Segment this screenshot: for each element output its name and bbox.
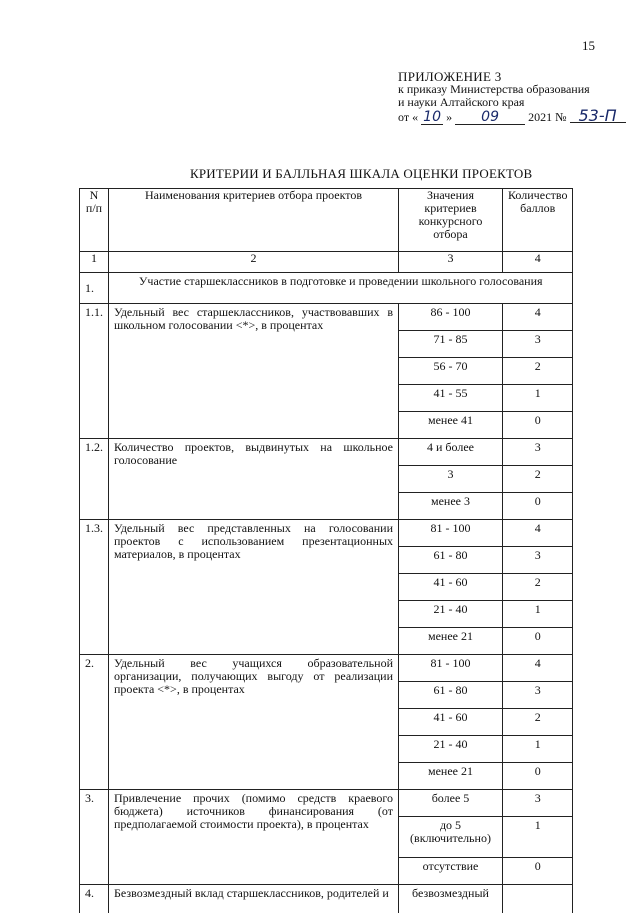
criteria-table: [79, 188, 573, 913]
criterion-number: 2.: [80, 655, 109, 790]
index-cell: 4: [503, 252, 573, 273]
criterion-value: менее 41: [399, 412, 503, 439]
header-criteria-value: Значения критериев конкурсного отбора: [399, 189, 503, 252]
order-month: 09: [455, 111, 525, 125]
criterion-value: 81 - 100: [399, 655, 503, 682]
criterion-points: 1: [503, 385, 573, 412]
criterion-value: менее 3: [399, 493, 503, 520]
criterion-value: более 5: [399, 790, 503, 817]
criterion-number: 3.: [80, 790, 109, 885]
criterion-points: 0: [503, 412, 573, 439]
criterion-points: 2: [503, 709, 573, 736]
criterion-value: до 5 (включительно): [399, 817, 503, 858]
table-row: [80, 439, 573, 466]
table-row: [80, 790, 573, 817]
criterion-points: 0: [503, 763, 573, 790]
criterion-name: Безвозмездный вклад старшеклассников, родителей и: [109, 885, 399, 913]
criterion-points: 2: [503, 574, 573, 601]
criterion-value: безвозмездный: [399, 885, 503, 913]
header-points: Количество баллов: [503, 189, 573, 252]
criterion-points: 0: [503, 858, 573, 885]
criterion-value: менее 21: [399, 763, 503, 790]
criterion-value: 86 - 100: [399, 304, 503, 331]
criterion-name: Количество проектов, выдвинутых на школьное голосование: [109, 439, 399, 520]
section-number: 1.: [80, 273, 109, 304]
criterion-points: 3: [503, 331, 573, 358]
criterion-points: 3: [503, 547, 573, 574]
table-row: [80, 520, 573, 547]
appendix-line-2: и науки Алтайского края: [398, 96, 626, 109]
criterion-value: 4 и более: [399, 439, 503, 466]
criterion-number: 1.2.: [80, 439, 109, 520]
section-row: [80, 273, 573, 304]
appendix-line-1: к приказу Министерства образования: [398, 83, 626, 96]
criterion-value: 56 - 70: [399, 358, 503, 385]
criterion-points: 2: [503, 358, 573, 385]
criterion-points: 0: [503, 493, 573, 520]
appendix-title: ПРИЛОЖЕНИЕ 3: [398, 70, 626, 83]
index-cell: 2: [109, 252, 399, 273]
criterion-number: 1.1.: [80, 304, 109, 439]
date-close-quote: »: [446, 111, 452, 124]
criterion-points: 4: [503, 304, 573, 331]
index-cell: 3: [399, 252, 503, 273]
criterion-name: Привлечение прочих (помимо средств краевого бюджета) источников финансирования (от предполагаемой стоимости проекта), в процентах: [109, 790, 399, 885]
criterion-name: Удельный вес учащихся образовательной организации, получающих выгоду от реализации проекта <*>, в процентах: [109, 655, 399, 790]
criterion-name: Удельный вес представленных на голосовании проектов с использованием презентационных материалов, в процентах: [109, 520, 399, 655]
header-number: N п/п: [80, 189, 109, 252]
criterion-value: 41 - 60: [399, 709, 503, 736]
criterion-value: 41 - 55: [399, 385, 503, 412]
section-title: Участие старшеклассников в подготовке и проведении школьного голосования: [109, 273, 573, 304]
criterion-value: 61 - 80: [399, 547, 503, 574]
criterion-value: 21 - 40: [399, 736, 503, 763]
index-cell: 1: [80, 252, 109, 273]
criterion-points: 0: [503, 628, 573, 655]
criterion-value: 81 - 100: [399, 520, 503, 547]
table-index-row: [80, 252, 573, 273]
order-date-line: [398, 109, 626, 125]
criterion-points: 1: [503, 817, 573, 858]
table-row: [80, 304, 573, 331]
table-row: [80, 655, 573, 682]
page-number: 15: [582, 38, 595, 54]
criterion-number: 1.3.: [80, 520, 109, 655]
criterion-value: 3: [399, 466, 503, 493]
date-prefix: от «: [398, 111, 418, 124]
header-criteria-name: Наименования критериев отбора проектов: [109, 189, 399, 252]
criterion-value: 21 - 40: [399, 601, 503, 628]
criterion-points: 1: [503, 736, 573, 763]
order-year: 2021 №: [528, 111, 566, 124]
criterion-points: 3: [503, 439, 573, 466]
criterion-points: 1: [503, 601, 573, 628]
criterion-number: 4.: [80, 885, 109, 913]
criterion-value: 71 - 85: [399, 331, 503, 358]
criterion-value: менее 21: [399, 628, 503, 655]
order-number: 53-П: [570, 109, 626, 123]
criterion-points: 3: [503, 790, 573, 817]
criterion-value: отсутствие: [399, 858, 503, 885]
document-title: КРИТЕРИИ И БАЛЛЬНАЯ ШКАЛА ОЦЕНКИ ПРОЕКТОВ: [190, 166, 532, 182]
criterion-name: Удельный вес старшеклассников, участвовавших в школьном голосовании <*>, в процентах: [109, 304, 399, 439]
criterion-points: 3: [503, 682, 573, 709]
criterion-value: 41 - 60: [399, 574, 503, 601]
criterion-points: 4: [503, 655, 573, 682]
criterion-points: 2: [503, 466, 573, 493]
criterion-value: 61 - 80: [399, 682, 503, 709]
table-header-row: [80, 189, 573, 252]
appendix-block: [398, 70, 626, 125]
order-day: 10: [421, 111, 443, 125]
criterion-points: 4: [503, 520, 573, 547]
